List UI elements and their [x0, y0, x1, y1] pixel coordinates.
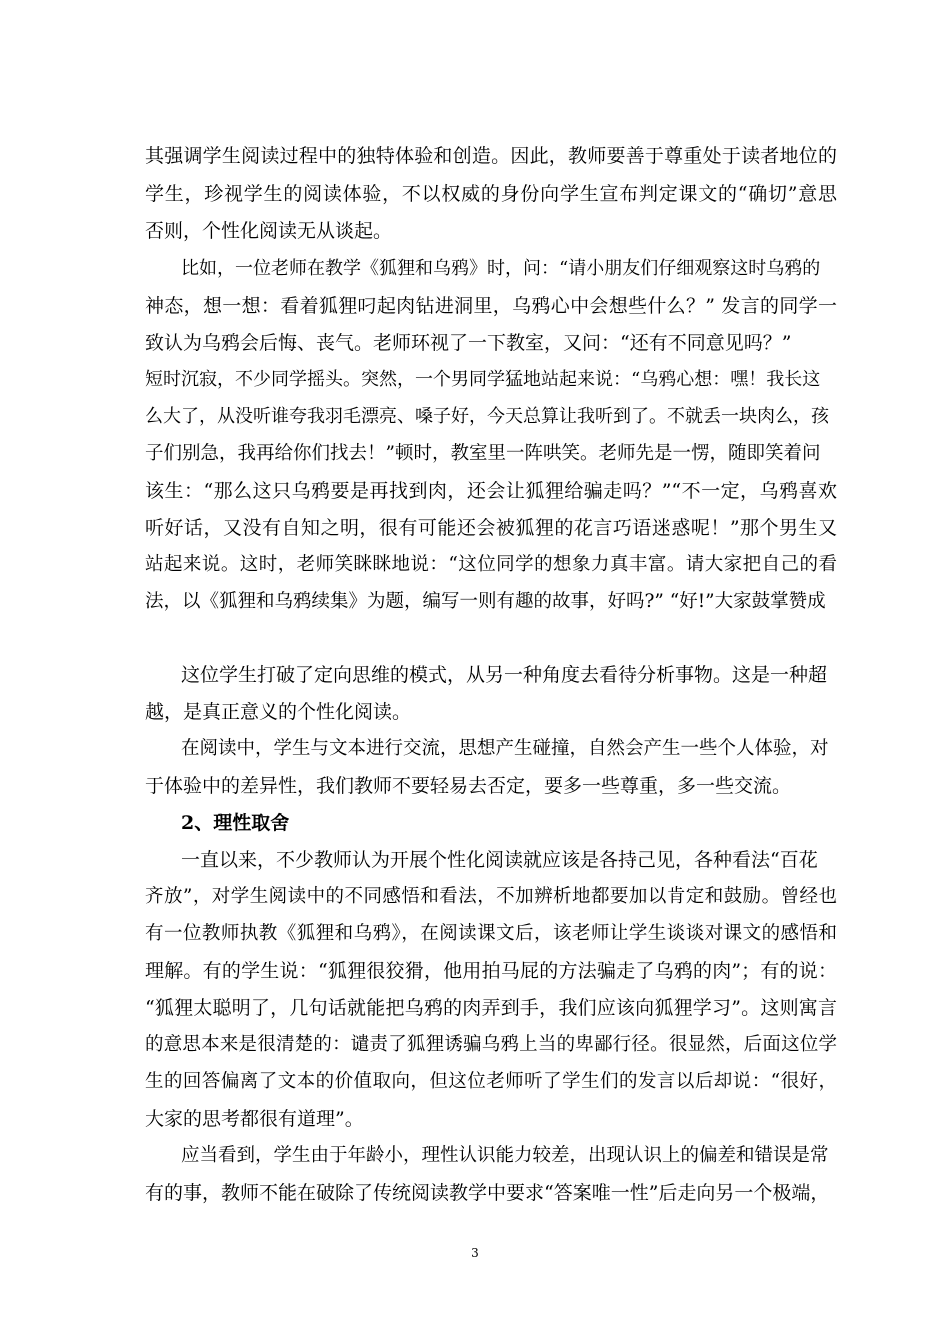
text-line: 的意思本来是很清楚的：谴责了狐狸诱骗乌鸦上当的卑鄙行径。很显然，后面这位学	[145, 1034, 837, 1055]
text-line: 越，是真正意义的个性化阅读。	[145, 701, 412, 723]
text-line: 比如，一位老师在教学《狐狸和乌鸦》时，问：“请小朋友们仔细观察这时乌鸦的	[181, 258, 821, 279]
text-line: 大家的思考都很有道理”。	[145, 1108, 364, 1130]
text-line: 应当看到，学生由于年龄小，理性认识能力较差，出现认识上的偏差和错误是常	[181, 1145, 829, 1166]
text-line: 其强调学生阅读过程中的独特体验和创造。因此，教师要善于尊重处于读者地位的	[145, 145, 837, 167]
text-line: 该生：“那么这只乌鸦要是再找到肉，还会让狐狸给骗走吗？”“不一定，乌鸦喜欢	[145, 480, 837, 502]
text-line: 于体验中的差异性，我们教师不要轻易去否定，要多一些尊重，多一些交流。	[145, 775, 792, 797]
text-line: 神态，想一想：看着狐狸叼起肉钻进洞里，乌鸦心中会想些什么？” 发言的同学一	[145, 295, 837, 317]
text-line: 否则，个性化阅读无从谈起。	[145, 220, 393, 242]
text-line: 生的回答偏离了文本的价值取向，但这位老师听了学生们的发言以后却说：“很好，	[145, 1071, 837, 1092]
text-line: 有的事，教师不能在破除了传统阅读教学中要求“答案唯一性”后走向另一个极端，	[145, 1182, 830, 1204]
text-line: 这位学生打破了定向思维的模式，从另一种角度去看待分析事物。这是一种超	[181, 664, 828, 686]
text-line: 短时沉寂，不少同学摇头。突然，一个男同学猛地站起来说：“乌鸦心想：嘿！我长这	[145, 369, 821, 390]
text-line: 站起来说。这时，老师笑眯眯地说：“这位同学的想象力真丰富。请大家把自己的看	[145, 554, 837, 575]
text-line: 在阅读中，学生与文本进行交流，思想产生碰撞，自然会产生一些个人体验，对	[181, 738, 829, 759]
text-line: “狐狸太聪明了，几句话就能把乌鸦的肉弄到手，我们应该向狐狸学习”。这则寓言	[145, 997, 837, 1019]
page-number: 3	[471, 1246, 479, 1260]
text-line: 齐放”，对学生阅读中的不同感悟和看法，不加辨析地都要加以肯定和鼓励。曾经也	[145, 886, 837, 907]
text-line: 子们别急，我再给你们找去！”顿时，教室里一阵哄笑。老师先是一愣，随即笑着问	[145, 443, 821, 464]
section-heading: 2、理性取舍	[181, 812, 290, 834]
text-line: 一直以来，不少教师认为开展个性化阅读就应该是各持己见，各种看法“百花	[181, 849, 818, 871]
text-line: 理解。有的学生说：“狐狸很狡猾，他用拍马屁的方法骗走了乌鸦的肉”；有的说：	[145, 960, 837, 982]
text-line: 致认为乌鸦会后悔、丧气。老师环视了一下教室，又问：“还有不同意见吗？”	[145, 332, 792, 354]
text-line: 听好话，又没有自知之明，很有可能还会被狐狸的花言巧语迷惑呢！”那个男生又	[145, 517, 837, 539]
text-line: 么大了，从没听谁夸我羽毛漂亮、嗓子好，今天总算让我听到了。不就丢一块肉么，孩	[145, 406, 829, 427]
text-line: 法，以《狐狸和乌鸦续集》为题，编写一则有趣的故事，好吗?” “好!”大家鼓掌赞成	[145, 591, 826, 612]
text-line: 有一位教师执教《狐狸和乌鸦》，在阅读课文后，该老师让学生谈谈对课文的感悟和	[145, 923, 837, 944]
text-line: 学生，珍视学生的阅读体验，不以权威的身份向学生宣布判定课文的“确切”意思	[145, 183, 837, 205]
